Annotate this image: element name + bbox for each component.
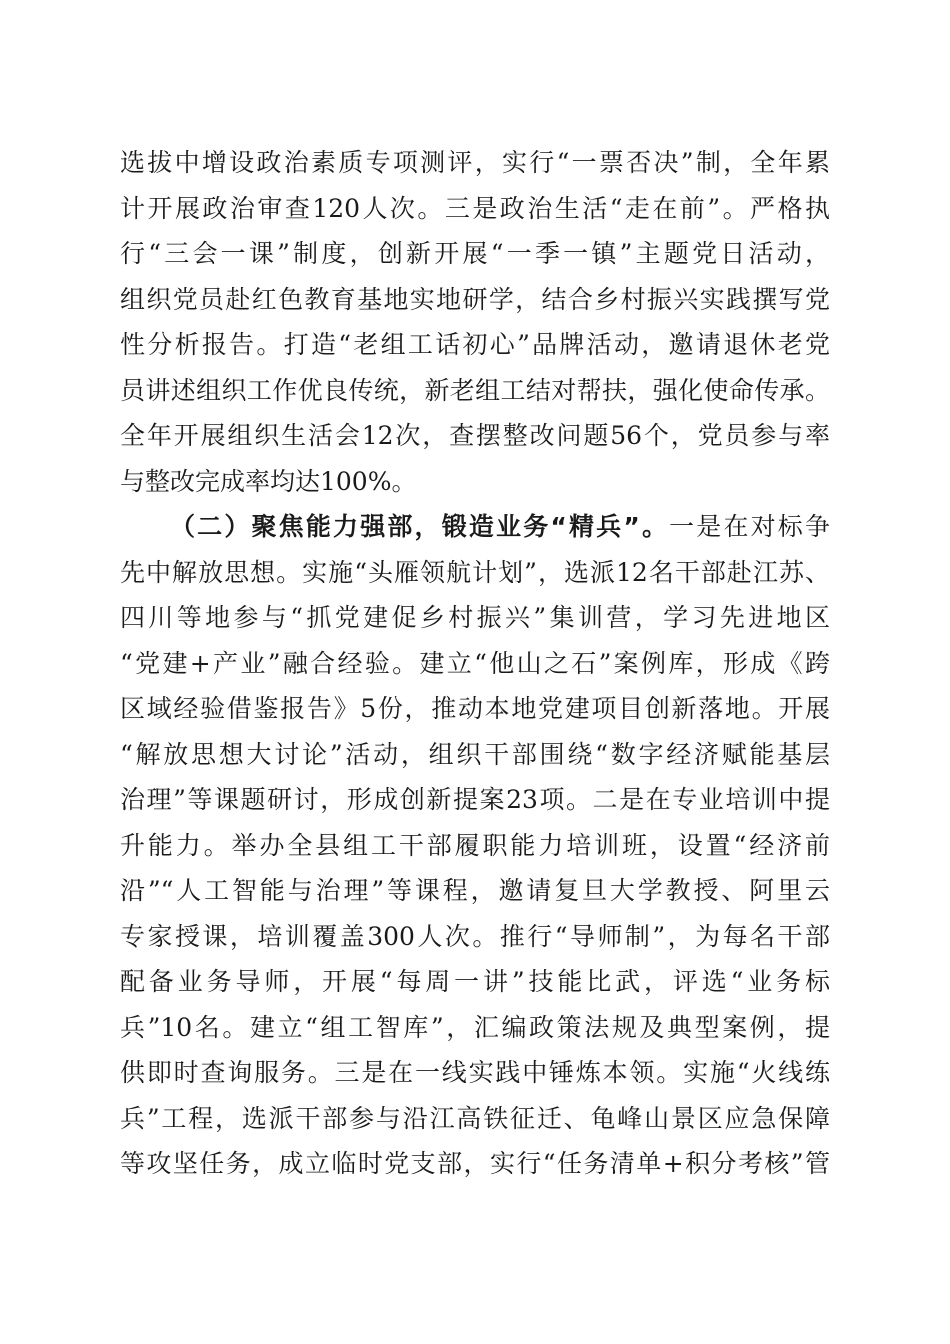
paragraph-2: [120, 504, 830, 1187]
text-line: 四川等地参与“抓党建促乡村振兴”集训营，学习先进地区: [120, 603, 830, 632]
text-line: 兵”10名。建立“组工智库”，汇编政策法规及典型案例，提: [120, 1012, 830, 1042]
text-line: 区域经验借鉴报告》5份，推动本地党建项目创新落地。开展: [120, 694, 830, 723]
text-line: 先中解放思想。实施“头雁领航计划”，选派12名干部赴江苏、: [120, 557, 830, 587]
section-heading: （二）聚焦能力强部，锻造业务“精兵”。: [170, 512, 670, 541]
text-line: 兵”工程，选派干部参与沿江高铁征迁、龟峰山景区应急保障: [120, 1103, 830, 1133]
text-line: 性分析报告。打造“老组工话初心”品牌活动，邀请退休老党: [120, 330, 830, 359]
text-line: 沿”“人工智能与治理”等课程，邀请复旦大学教授、阿里云: [120, 876, 830, 905]
text-line: 组织党员赴红色教育基地实地研学，结合乡村振兴实践撰写党: [120, 284, 830, 314]
text-span: 一是在对标争: [669, 512, 830, 541]
text-line: 员讲述组织工作优良传统，新老组工结对帮扶，强化使命传承。: [120, 375, 830, 405]
text-line: 专家授课，培训覆盖300人次。推行“导师制”，为每名干部: [120, 921, 830, 951]
paragraph-2-first-line: [120, 504, 830, 550]
paragraph-1: [120, 140, 830, 504]
text-line: 等攻坚任务，成立临时党支部，实行“任务清单+积分考核”管: [120, 1149, 830, 1178]
text-line: 供即时查询服务。三是在一线实践中锤炼本领。实施“火线练: [120, 1058, 830, 1087]
text-line: “党建+产业”融合经验。建立“他山之石”案例库，形成《跨: [120, 648, 830, 678]
text-line: 升能力。举办全县组工干部履职能力培训班，设置“经济前: [120, 830, 830, 860]
text-line: 行“三会一课”制度，创新开展“一季一镇”主题党日活动，: [120, 239, 830, 268]
text-line: 与整改完成率均达100%。: [120, 466, 417, 496]
text-line: 治理”等课题研讨，形成创新提案23项。二是在专业培训中提: [120, 785, 830, 814]
text-line: 选拔中增设政治素质专项测评，实行“一票否决”制，全年累: [120, 148, 830, 177]
text-line: “解放思想大讨论”活动，组织干部围绕“数字经济赋能基层: [120, 739, 830, 769]
text-line: 全年开展组织生活会12次，查摆整改问题56个，党员参与率: [120, 421, 830, 450]
document-body: [120, 140, 830, 1187]
text-line: 配备业务导师，开展“每周一讲”技能比武，评选“业务标: [120, 967, 830, 996]
text-line: 计开展政治审查120人次。三是政治生活“走在前”。严格执: [120, 193, 830, 223]
